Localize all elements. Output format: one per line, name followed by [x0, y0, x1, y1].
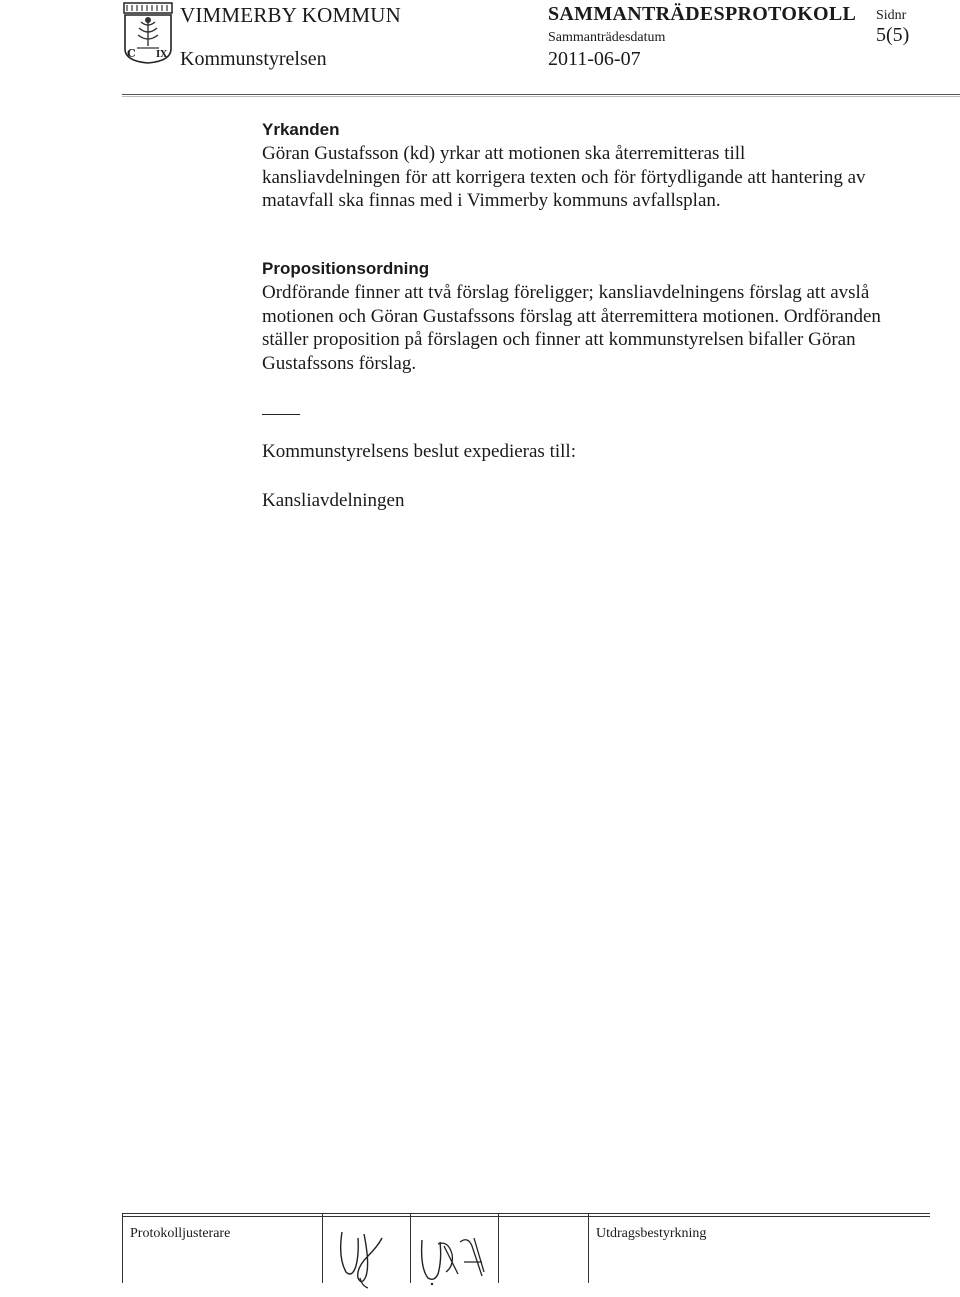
page-number-value: 5(5) [876, 24, 910, 46]
page-number-label: Sidnr [876, 8, 907, 23]
footer-divider [122, 1213, 930, 1214]
footer-cell-border [410, 1213, 411, 1283]
propositionsordning-text: Ordförande finner att två förslag föreligger; kansliavdelningens förslag att avslå motionen och Göran Gustafssons förslag att återremittera motionen. Ordföranden ställer proposition på förslagen och finner att kommunstyrelsen bifaller Göran Gustafssons förslag. [262, 282, 881, 374]
footer-cell-border [122, 1213, 123, 1283]
organization-name: VIMMERBY KOMMUN [180, 3, 401, 27]
separator-dash [262, 414, 300, 415]
footer-cell-border [322, 1213, 323, 1283]
utdrag-label: Utdragsbestyrkning [596, 1226, 707, 1241]
propositionsordning-section [262, 258, 902, 375]
justerare-label: Protokolljusterare [130, 1226, 231, 1241]
footer-cell-border [588, 1213, 589, 1283]
signature-initials-1 [330, 1218, 406, 1292]
yrkanden-text: Göran Gustafsson (kd) yrkar att motionen ska återremitteras till kansliavdelningen för att korrigera texten och för förtydligande att hantering av matavfall ska finnas med i Vimmerby kommuns avfallsplan. [262, 143, 866, 211]
footer-cell-border [498, 1213, 499, 1283]
distribution-recipient: Kansliavdelningen [262, 490, 405, 511]
yrkanden-section [262, 119, 902, 213]
department-name: Kommunstyrelsen [180, 48, 327, 70]
document-type: SAMMANTRÄDESPROTOKOLL [548, 3, 857, 25]
footer-divider-secondary [122, 1216, 930, 1217]
svg-text:IX: IX [156, 50, 168, 60]
coat-of-arms-logo [123, 2, 173, 64]
yrkanden-heading: Yrkanden [262, 120, 340, 139]
meeting-date-value: 2011-06-07 [548, 48, 641, 70]
meeting-date-label: Sammanträdesdatum [548, 30, 666, 45]
signature-initials-2 [412, 1218, 496, 1292]
svg-text:C: C [127, 47, 136, 60]
distribution-label: Kommunstyrelsens beslut expedieras till: [262, 441, 576, 462]
propositionsordning-heading: Propositionsordning [262, 259, 430, 278]
header-divider [122, 94, 960, 95]
header-divider-secondary [122, 96, 960, 97]
